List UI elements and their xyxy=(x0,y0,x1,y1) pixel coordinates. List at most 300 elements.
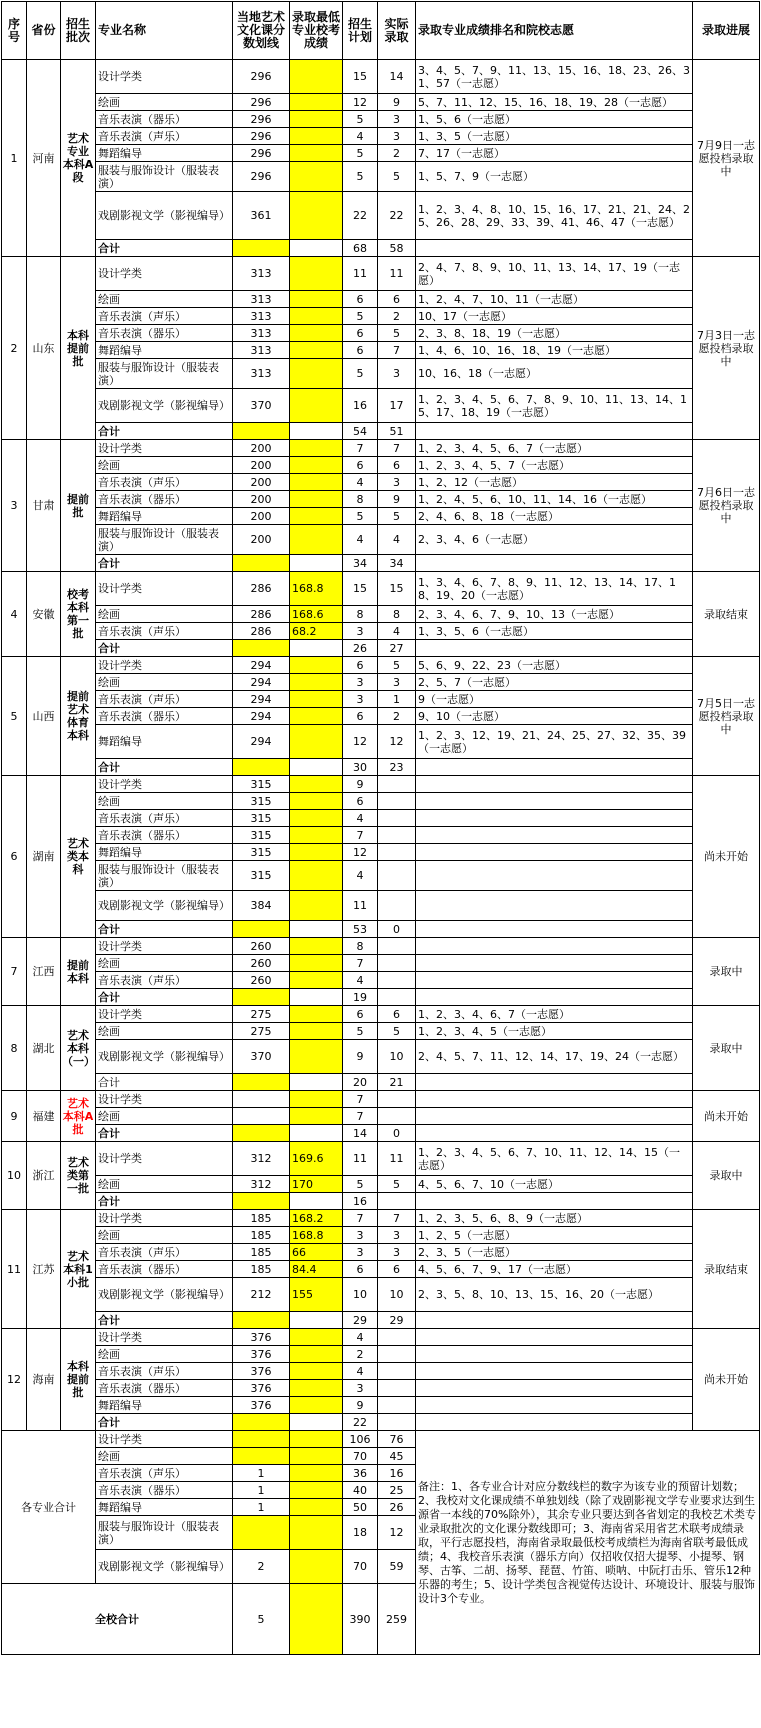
culture-line: 313 xyxy=(233,325,290,342)
table-row xyxy=(2,657,760,674)
plan-count: 22 xyxy=(343,192,378,240)
table-row xyxy=(2,1176,760,1193)
actual-count: 27 xyxy=(378,640,416,657)
actual-count: 3 xyxy=(378,111,416,128)
culture-line xyxy=(233,921,290,938)
province-name: 山西 xyxy=(27,657,61,776)
major-name: 绘画 xyxy=(96,94,233,111)
actual-count: 259 xyxy=(378,1584,416,1655)
actual-count xyxy=(378,793,416,810)
major-name: 音乐表演（声乐） xyxy=(96,128,233,145)
ranking-detail: 1、5、6（一志愿） xyxy=(416,111,693,128)
total-row xyxy=(2,1125,760,1142)
culture-line: 260 xyxy=(233,938,290,955)
remarks-note: 备注：1、各专业合计对应分数线栏的数字为该专业的预留计划数；2、我校对文化课成绩不单独划线（除了戏剧影视文学专业要求达到生源省一本线的70%除外），其余专业只要达到各省划定的我校艺术类专业录取批次的文化课分数线即可；3、海南省采用省艺术联考成绩录取，平行志愿投档，海南省录取最低校考成绩栏为海南省联考最低成绩；4、我校音乐表演（器乐方向）仅招收仅招大提琴、小提琴、钢琴、古筝、二胡、扬琴、琵琶、竹笛、唢呐、中阮打击乐、管乐12种乐器的考生；5、设计学类包含视觉传达设计、环境设计、服装与服饰设计3个专业。 xyxy=(416,1431,760,1655)
plan-count: 4 xyxy=(343,972,378,989)
table-row xyxy=(2,776,760,793)
actual-count: 9 xyxy=(378,94,416,111)
ranking-detail: 3、4、5、7、9、11、13、15、16、18、23、26、31、57（一志愿） xyxy=(416,60,693,94)
actual-count xyxy=(378,955,416,972)
culture-line: 312 xyxy=(233,1142,290,1176)
actual-count: 45 xyxy=(378,1448,416,1465)
actual-count: 16 xyxy=(378,1465,416,1482)
plan-count: 12 xyxy=(343,844,378,861)
summary-row xyxy=(2,1431,760,1448)
actual-count xyxy=(378,891,416,921)
major-name: 设计学类 xyxy=(96,572,233,606)
row-number: 12 xyxy=(2,1329,27,1431)
major-name: 设计学类 xyxy=(96,1210,233,1227)
plan-count: 3 xyxy=(343,1244,378,1261)
plan-count: 7 xyxy=(343,440,378,457)
table-row xyxy=(2,525,760,555)
major-name: 设计学类 xyxy=(96,60,233,94)
plan-count: 3 xyxy=(343,674,378,691)
ranking-detail xyxy=(416,640,693,657)
plan-count: 7 xyxy=(343,827,378,844)
ranking-detail xyxy=(416,1091,693,1108)
progress-status: 尚未开始 xyxy=(693,1091,760,1142)
ranking-detail: 1、2、3、5、6、8、9（一志愿） xyxy=(416,1210,693,1227)
major-name: 绘画 xyxy=(96,674,233,691)
ranking-detail: 1、2、3、4、5、6、7、10、11、12、14、15（一志愿） xyxy=(416,1142,693,1176)
actual-count: 7 xyxy=(378,440,416,457)
header-progress: 录取进展 xyxy=(693,2,760,60)
ranking-detail: 1、2、3、4、5、6、7、8、9、10、11、13、14、15、17、18、19（一志愿） xyxy=(416,389,693,423)
ranking-detail: 1、2、3、4、5、7（一志愿） xyxy=(416,457,693,474)
major-name: 合计 xyxy=(96,989,233,1006)
culture-line: 294 xyxy=(233,725,290,759)
plan-count: 68 xyxy=(343,240,378,257)
major-name: 舞蹈编导 xyxy=(96,1397,233,1414)
ranking-detail: 1、2、5（一志愿） xyxy=(416,1227,693,1244)
table-row xyxy=(2,359,760,389)
min-score xyxy=(290,491,343,508)
ranking-detail xyxy=(416,1363,693,1380)
min-score xyxy=(290,1006,343,1023)
major-name: 合计 xyxy=(96,1414,233,1431)
culture-line: 313 xyxy=(233,359,290,389)
min-score xyxy=(290,1040,343,1074)
major-name: 音乐表演（声乐） xyxy=(96,972,233,989)
table-row xyxy=(2,844,760,861)
culture-line: 200 xyxy=(233,525,290,555)
plan-count: 8 xyxy=(343,491,378,508)
major-name: 戏剧影视文学（影视编导） xyxy=(96,192,233,240)
min-score xyxy=(290,708,343,725)
plan-count: 6 xyxy=(343,708,378,725)
table-row xyxy=(2,1040,760,1074)
major-name: 合计 xyxy=(96,640,233,657)
admission-table xyxy=(1,1,760,1655)
province-name: 甘肃 xyxy=(27,440,61,572)
row-number: 6 xyxy=(2,776,27,938)
major-name: 绘画 xyxy=(96,1448,233,1465)
actual-count: 3 xyxy=(378,1227,416,1244)
ranking-detail: 4、5、6、7、9、17（一志愿） xyxy=(416,1261,693,1278)
province-name: 湖北 xyxy=(27,1006,61,1091)
ranking-detail xyxy=(416,972,693,989)
plan-count: 11 xyxy=(343,891,378,921)
min-score xyxy=(290,1329,343,1346)
row-number: 5 xyxy=(2,657,27,776)
total-row xyxy=(2,423,760,440)
actual-count: 3 xyxy=(378,674,416,691)
ranking-detail xyxy=(416,1414,693,1431)
actual-count: 3 xyxy=(378,474,416,491)
table-row xyxy=(2,128,760,145)
total-row xyxy=(2,759,760,776)
table-row xyxy=(2,291,760,308)
culture-line xyxy=(233,640,290,657)
major-name: 设计学类 xyxy=(96,657,233,674)
table-row xyxy=(2,192,760,240)
min-score xyxy=(290,938,343,955)
min-score: 168.2 xyxy=(290,1210,343,1227)
major-name: 戏剧影视文学（影视编导） xyxy=(96,1278,233,1312)
culture-line: 315 xyxy=(233,810,290,827)
actual-count: 21 xyxy=(378,1074,416,1091)
table-row xyxy=(2,94,760,111)
major-name: 舞蹈编导 xyxy=(96,145,233,162)
plan-count: 34 xyxy=(343,555,378,572)
min-score: 155 xyxy=(290,1278,343,1312)
culture-line: 200 xyxy=(233,457,290,474)
plan-count: 6 xyxy=(343,457,378,474)
ranking-detail: 7、17（一志愿） xyxy=(416,145,693,162)
plan-count: 30 xyxy=(343,759,378,776)
min-score xyxy=(290,1482,343,1499)
reserved-plan xyxy=(233,1448,290,1465)
ranking-detail: 1、2、3、4、6、7（一志愿） xyxy=(416,1006,693,1023)
ranking-detail xyxy=(416,776,693,793)
plan-count: 16 xyxy=(343,389,378,423)
actual-count: 10 xyxy=(378,1278,416,1312)
plan-count: 11 xyxy=(343,257,378,291)
culture-line: 185 xyxy=(233,1227,290,1244)
ranking-detail: 2、3、4、6（一志愿） xyxy=(416,525,693,555)
total-row xyxy=(2,921,760,938)
ranking-detail: 1、2、4、7、10、11（一志愿） xyxy=(416,291,693,308)
plan-count: 4 xyxy=(343,810,378,827)
plan-count: 9 xyxy=(343,1040,378,1074)
culture-line: 200 xyxy=(233,508,290,525)
actual-count xyxy=(378,1329,416,1346)
major-name: 音乐表演（器乐） xyxy=(96,111,233,128)
table-row xyxy=(2,389,760,423)
min-score xyxy=(290,94,343,111)
actual-count: 23 xyxy=(378,759,416,776)
min-score xyxy=(290,128,343,145)
plan-count: 54 xyxy=(343,423,378,440)
culture-line: 275 xyxy=(233,1006,290,1023)
actual-count: 17 xyxy=(378,389,416,423)
actual-count: 22 xyxy=(378,192,416,240)
batch-name: 艺术本科1小批 xyxy=(61,1210,96,1329)
plan-count: 10 xyxy=(343,1278,378,1312)
ranking-detail: 2、4、5、7、11、12、14、17、19、24（一志愿） xyxy=(416,1040,693,1074)
actual-count: 34 xyxy=(378,555,416,572)
culture-line xyxy=(233,1108,290,1125)
actual-count xyxy=(378,1346,416,1363)
culture-line xyxy=(233,555,290,572)
batch-name: 提前批 xyxy=(61,440,96,572)
actual-count: 2 xyxy=(378,145,416,162)
plan-count: 11 xyxy=(343,1142,378,1176)
culture-line xyxy=(233,1091,290,1108)
table-row xyxy=(2,674,760,691)
ranking-detail: 5、7、11、12、15、16、18、19、28（一志愿） xyxy=(416,94,693,111)
ranking-detail xyxy=(416,1329,693,1346)
culture-line xyxy=(233,1414,290,1431)
table-row xyxy=(2,60,760,94)
ranking-detail: 9、10（一志愿） xyxy=(416,708,693,725)
table-row xyxy=(2,827,760,844)
ranking-detail xyxy=(416,921,693,938)
min-score xyxy=(290,1363,343,1380)
table-row xyxy=(2,145,760,162)
table-row xyxy=(2,1108,760,1125)
culture-line: 294 xyxy=(233,708,290,725)
row-number: 8 xyxy=(2,1006,27,1091)
min-score xyxy=(290,1023,343,1040)
reserved-plan: 2 xyxy=(233,1550,290,1584)
actual-count: 10 xyxy=(378,1040,416,1074)
culture-line: 384 xyxy=(233,891,290,921)
plan-count: 20 xyxy=(343,1074,378,1091)
reserved-plan: 1 xyxy=(233,1482,290,1499)
actual-count: 5 xyxy=(378,162,416,192)
min-score xyxy=(290,1465,343,1482)
major-name: 音乐表演（声乐） xyxy=(96,308,233,325)
table-row xyxy=(2,1380,760,1397)
table-row xyxy=(2,1329,760,1346)
table-row xyxy=(2,111,760,128)
min-score xyxy=(290,1584,343,1655)
major-name: 绘画 xyxy=(96,793,233,810)
actual-count: 8 xyxy=(378,606,416,623)
plan-count: 5 xyxy=(343,308,378,325)
major-name: 绘画 xyxy=(96,1023,233,1040)
major-name: 设计学类 xyxy=(96,938,233,955)
culture-line: 313 xyxy=(233,308,290,325)
min-score xyxy=(290,891,343,921)
min-score xyxy=(290,342,343,359)
plan-count: 5 xyxy=(343,1176,378,1193)
major-name: 音乐表演（声乐） xyxy=(96,1244,233,1261)
culture-line: 200 xyxy=(233,474,290,491)
major-name: 音乐表演（器乐） xyxy=(96,1261,233,1278)
progress-status: 录取结束 xyxy=(693,1210,760,1329)
province-name: 山东 xyxy=(27,257,61,440)
progress-status: 录取中 xyxy=(693,938,760,1006)
row-number: 7 xyxy=(2,938,27,1006)
min-score: 84.4 xyxy=(290,1261,343,1278)
min-score: 66 xyxy=(290,1244,343,1261)
min-score xyxy=(290,810,343,827)
table-row xyxy=(2,325,760,342)
major-name: 合计 xyxy=(96,1074,233,1091)
batch-name: 艺术本科A批 xyxy=(61,1091,96,1142)
batch-name: 艺术类本科 xyxy=(61,776,96,938)
culture-line: 315 xyxy=(233,827,290,844)
ranking-detail: 2、4、6、8、18（一志愿） xyxy=(416,508,693,525)
table-row xyxy=(2,1023,760,1040)
major-name: 音乐表演（器乐） xyxy=(96,1482,233,1499)
major-name: 设计学类 xyxy=(96,1142,233,1176)
culture-line: 361 xyxy=(233,192,290,240)
province-name: 安徽 xyxy=(27,572,61,657)
major-name: 设计学类 xyxy=(96,1006,233,1023)
culture-line: 296 xyxy=(233,162,290,192)
actual-count: 29 xyxy=(378,1312,416,1329)
actual-count: 3 xyxy=(378,359,416,389)
min-score xyxy=(290,257,343,291)
province-name: 河南 xyxy=(27,60,61,257)
ranking-detail: 5、6、9、22、23（一志愿） xyxy=(416,657,693,674)
actual-count xyxy=(378,1091,416,1108)
ranking-detail: 1、2、4、5、6、10、11、14、16（一志愿） xyxy=(416,491,693,508)
plan-count: 22 xyxy=(343,1414,378,1431)
culture-line xyxy=(233,1125,290,1142)
province-name: 湖南 xyxy=(27,776,61,938)
culture-line: 200 xyxy=(233,440,290,457)
ranking-detail xyxy=(416,827,693,844)
major-name: 合计 xyxy=(96,1193,233,1210)
actual-count xyxy=(378,972,416,989)
min-score xyxy=(290,955,343,972)
min-score xyxy=(290,291,343,308)
table-row xyxy=(2,1397,760,1414)
min-score xyxy=(290,1397,343,1414)
plan-count: 50 xyxy=(343,1499,378,1516)
table-row xyxy=(2,1006,760,1023)
min-score xyxy=(290,457,343,474)
ranking-detail: 2、3、8、18、19（一志愿） xyxy=(416,325,693,342)
plan-count: 7 xyxy=(343,1108,378,1125)
culture-line: 260 xyxy=(233,955,290,972)
culture-line xyxy=(233,423,290,440)
progress-status: 尚未开始 xyxy=(693,776,760,938)
plan-count: 6 xyxy=(343,793,378,810)
min-score xyxy=(290,1516,343,1550)
major-name: 设计学类 xyxy=(96,257,233,291)
min-score xyxy=(290,657,343,674)
ranking-detail: 1、3、5、6（一志愿） xyxy=(416,623,693,640)
actual-count: 7 xyxy=(378,1210,416,1227)
plan-count: 12 xyxy=(343,725,378,759)
culture-line: 286 xyxy=(233,606,290,623)
batch-name: 提前本科 xyxy=(61,938,96,1006)
plan-count: 7 xyxy=(343,1210,378,1227)
culture-line: 312 xyxy=(233,1176,290,1193)
major-name: 绘画 xyxy=(96,955,233,972)
header-no: 序号 xyxy=(2,2,27,60)
ranking-detail xyxy=(416,1380,693,1397)
min-score xyxy=(290,508,343,525)
ranking-detail xyxy=(416,759,693,776)
total-row xyxy=(2,640,760,657)
header-culture-line: 当地艺术文化课分数划线 xyxy=(233,2,290,60)
table-row xyxy=(2,474,760,491)
min-score xyxy=(290,1312,343,1329)
culture-line: 376 xyxy=(233,1363,290,1380)
ranking-detail xyxy=(416,793,693,810)
major-name: 舞蹈编导 xyxy=(96,342,233,359)
table-row xyxy=(2,308,760,325)
plan-count: 4 xyxy=(343,1363,378,1380)
actual-count: 6 xyxy=(378,1006,416,1023)
culture-line xyxy=(233,989,290,1006)
actual-count: 0 xyxy=(378,921,416,938)
plan-count: 26 xyxy=(343,640,378,657)
actual-count xyxy=(378,938,416,955)
min-score xyxy=(290,325,343,342)
plan-count: 5 xyxy=(343,162,378,192)
actual-count xyxy=(378,810,416,827)
min-score xyxy=(290,640,343,657)
min-score xyxy=(290,793,343,810)
major-name: 绘画 xyxy=(96,1227,233,1244)
table-row xyxy=(2,491,760,508)
actual-count: 76 xyxy=(378,1431,416,1448)
header-min-score: 录取最低专业校考成绩 xyxy=(290,2,343,60)
province-name: 江苏 xyxy=(27,1210,61,1329)
major-name: 设计学类 xyxy=(96,1091,233,1108)
culture-line: 315 xyxy=(233,793,290,810)
min-score xyxy=(290,972,343,989)
reserved-plan: 1 xyxy=(233,1465,290,1482)
min-score xyxy=(290,1346,343,1363)
min-score xyxy=(290,674,343,691)
batch-name: 提前艺术体育本科 xyxy=(61,657,96,776)
culture-line: 315 xyxy=(233,844,290,861)
culture-line: 313 xyxy=(233,342,290,359)
ranking-detail: 2、3、5（一志愿） xyxy=(416,1244,693,1261)
min-score xyxy=(290,827,343,844)
culture-line: 286 xyxy=(233,572,290,606)
min-score xyxy=(290,691,343,708)
progress-status: 录取中 xyxy=(693,1142,760,1210)
min-score: 168.8 xyxy=(290,1227,343,1244)
min-score xyxy=(290,440,343,457)
min-score: 170 xyxy=(290,1176,343,1193)
actual-count: 7 xyxy=(378,342,416,359)
actual-count: 9 xyxy=(378,491,416,508)
table-row xyxy=(2,623,760,640)
culture-line: 296 xyxy=(233,111,290,128)
culture-line: 370 xyxy=(233,1040,290,1074)
actual-count: 12 xyxy=(378,1516,416,1550)
min-score: 169.6 xyxy=(290,1142,343,1176)
progress-status: 7月9日一志愿投档录取中 xyxy=(693,60,760,257)
plan-count: 6 xyxy=(343,657,378,674)
plan-count: 4 xyxy=(343,861,378,891)
major-name: 设计学类 xyxy=(96,776,233,793)
header-batch: 招生批次 xyxy=(61,2,96,60)
actual-count: 14 xyxy=(378,60,416,94)
major-name: 合计 xyxy=(96,423,233,440)
actual-count xyxy=(378,1108,416,1125)
ranking-detail: 9（一志愿） xyxy=(416,691,693,708)
major-name: 服装与服饰设计（服装表演） xyxy=(96,525,233,555)
plan-count: 70 xyxy=(343,1448,378,1465)
major-name: 设计学类 xyxy=(96,1431,233,1448)
ranking-detail xyxy=(416,1074,693,1091)
culture-line: 296 xyxy=(233,145,290,162)
ranking-detail: 1、5、7、9（一志愿） xyxy=(416,162,693,192)
actual-count: 6 xyxy=(378,1261,416,1278)
